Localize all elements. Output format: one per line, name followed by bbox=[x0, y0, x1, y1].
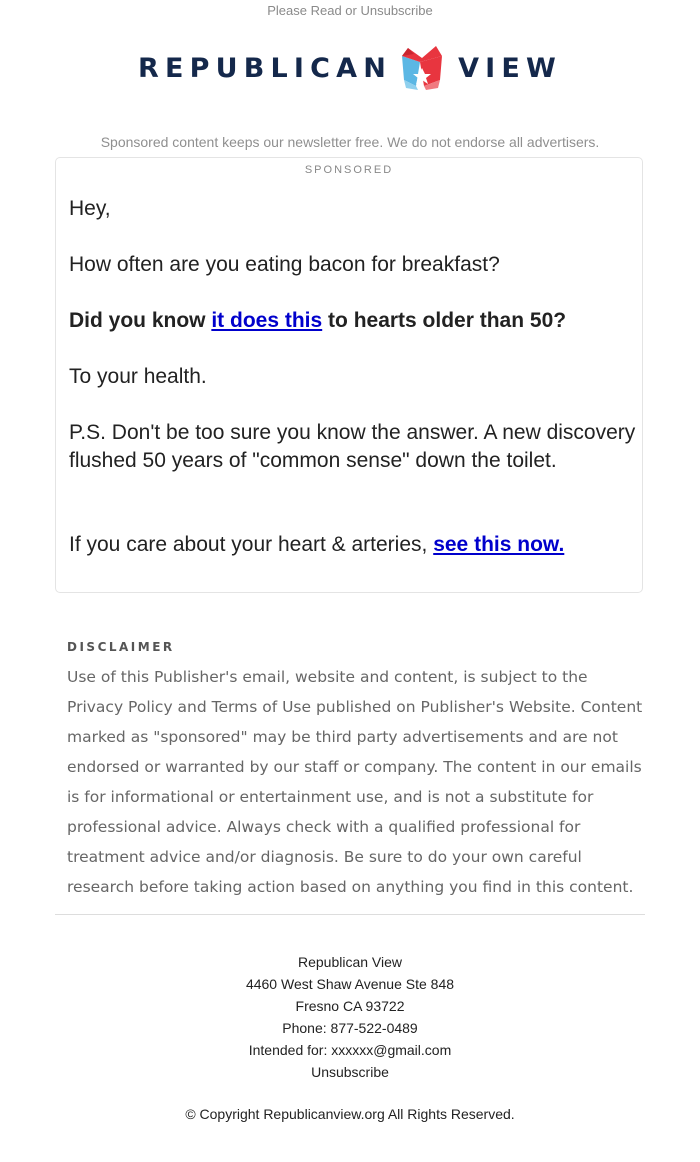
ad-cta-prefix: If you care about your heart & arteries, bbox=[69, 533, 434, 556]
footer-company: Republican View bbox=[297, 954, 403, 970]
ad-question: How often are you eating bacon for breakfast? bbox=[69, 253, 500, 276]
logo-text-left: REPUBLICAN bbox=[137, 52, 393, 84]
disclaimer-heading: DISCLAIMER bbox=[67, 640, 175, 654]
sponsor-notice: Sponsored content keeps our newsletter free. We do not endorse all advertisers. bbox=[100, 134, 600, 150]
footer-intended-for: Intended for: xxxxxx@gmail.com bbox=[248, 1042, 452, 1058]
footer-street: 4460 West Shaw Avenue Ste 848 bbox=[245, 976, 455, 992]
ad-headline bbox=[69, 307, 639, 335]
read-or-unsubscribe-link[interactable]: Please Read or Unsubscribe bbox=[267, 3, 433, 18]
ad-postscript: P.S. Don't be too sure you know the answer. A new discovery flushed 50 years of "common sense" down the toilet. bbox=[69, 421, 636, 472]
sponsored-label: SPONSORED bbox=[304, 164, 394, 176]
see-this-now-link[interactable]: see this now. bbox=[433, 533, 565, 556]
brand-logo bbox=[0, 46, 700, 90]
footer-phone: Phone: 877-522-0489 bbox=[282, 1020, 418, 1036]
disclaimer-text: Use of this Publisher's email, website and content, is subject to the Privacy Policy and Terms of Use published on Publisher's Website. Content marked as "sponsored" may be third party advertisements and are not endorsed or warranted by our staff or company. The content in our emails is for informational or entertainment use, and is not a substitute for professional advice. Always check with a qualified professional for treatment advice and/or diagnosis. Be sure to do your own careful research before taking action based on anything you find in this content. bbox=[67, 668, 643, 896]
copyright-notice: © Copyright Republicanview.org All Rights Reserved. bbox=[185, 1106, 515, 1122]
star-shield-icon bbox=[396, 46, 448, 90]
footer-city: Fresno CA 93722 bbox=[295, 998, 405, 1014]
unsubscribe-link[interactable]: Unsubscribe bbox=[311, 1064, 389, 1080]
ad-greeting: Hey, bbox=[69, 197, 111, 220]
footer-divider bbox=[55, 914, 645, 915]
sponsored-ad-card bbox=[55, 157, 643, 593]
it-does-this-link[interactable]: it does this bbox=[211, 309, 323, 332]
logo-text-right: VIEW bbox=[458, 52, 563, 84]
ad-cta bbox=[69, 531, 639, 559]
footer-address-block bbox=[0, 951, 700, 1083]
ad-headline-prefix: Did you know bbox=[69, 309, 212, 332]
ad-signoff: To your health. bbox=[69, 365, 207, 388]
ad-headline-suffix: to hearts older than 50? bbox=[322, 309, 567, 332]
